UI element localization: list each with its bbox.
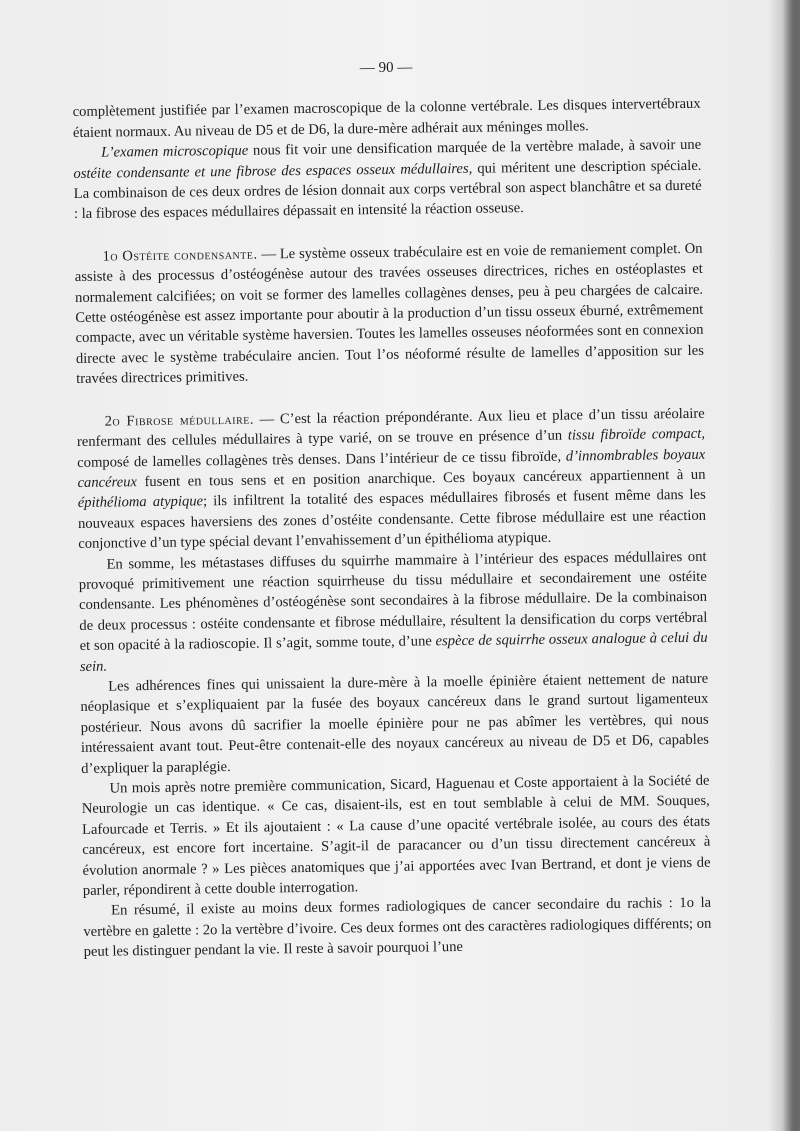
italic-phrase: L’examen microscopique — [101, 142, 249, 161]
page-edge-shadow — [782, 0, 800, 1131]
italic-phrase: épithélioma atypique — [77, 493, 204, 512]
text-run: , qui méritent une description spéciale. La combinaison de ces deux ordres de lésion donnait aux corps vertébral son aspect blanchâtre et sa dureté : la fibrose des espaces médullaires dépassait en intensité la réaction osseuse. — [73, 157, 702, 223]
page-content — [72, 54, 712, 963]
paragraph-summary — [78, 546, 708, 677]
section-heading-osteite: 1o Ostéite condensante. — [102, 246, 258, 265]
text-run: En somme, les métastases diffuses du squirrhe mammaire à l’intérieur des espaces médullaires ont provoqué primitivement une réaction squirrheuse du tissu médullaire et secondairement une ostéite condensante. Les phénomènes d’ostéogénèse sont secondaires à la fibrose médullaire. De la combinaison de deux processus : ostéite condensante et fibrose médullaire, résultent la densification du corps vertébral et son opacité à la radioscopie. Il s’agit, somme toute, d’une — [78, 548, 708, 655]
paragraph-resume: En résumé, il existe au moins deux formes radiologiques de cancer secondaire du rachis : 1o la vertèbre en galette : 2o la vertèbre d’ivoire. Ces deux formes ont des caractères radiologiques différents; on peut les distinguer pendant la vie. Il reste à savoir pourquoi l’une — [83, 895, 712, 961]
section-heading-fibrose: 2o Fibrose médullaire. — [104, 411, 255, 430]
italic-phrase: espèce de squirrhe osseux analogue à celui du sein. — [79, 629, 708, 675]
paragraph-fibrose — [77, 403, 707, 554]
italic-phrase: tissu fibroïde compact — [567, 425, 702, 444]
text-run: ; ils infiltrent la totalité des espaces médullaires fibrosés et fusent même dans les nouveaux espaces haversiens des zones d’ostéite condensante. Cette fibrose médullaire est une réaction conjonctive d’un type spécial devant l’envahissement d’un épithélioma atypique. — [77, 487, 707, 553]
paragraph-1: complètement justifiée par l’examen macroscopique de la colonne vertébrale. Les disques intervertébraux étaient normaux. Au niveau de D5 et de D6, la dure-mère adhérait aux méninges molles. — [72, 96, 701, 141]
paragraph-communication: Un mois après notre première communication, Sicard, Haguenau et Coste apportaient à la Société de Neurologie un cas identique. « Ce cas, disaient-ils, est en tout semblable à celui de MM. Souques, Lafourcade et Terris. » Et ils ajoutaient : « La cause d’une opacité vertébrale isolée, au cours des états cancéreux, est encore fort incertaine. S’agit-il de paracancer ou d’un tissu directement cancéreux à évolution anormale ? » Les pièces anatomiques que j’ai apportées avec Ivan Bertrand, et dont je viens de parler, répondirent à cette double interrogation. — [81, 772, 711, 899]
text-run: nous fit voir une densification marquée de la vertèbre malade, à savoir une — [248, 136, 702, 159]
text-run: , composé de lamelles collagènes très denses. Dans l’intérieur de ce tissu fibroïde, — [77, 425, 706, 471]
paragraph-2 — [73, 135, 702, 225]
text-run: — C’est la réaction prépondérante. Aux lieu et place d’un tissu aréolaire renfermant des cellules médullaires à type varié, on se trouve en présence d’un — [76, 405, 705, 451]
text-run: fusent en tous sens et en position anarchique. Ces boyaux cancéreux appartiennent à un — [136, 466, 706, 491]
italic-phrase: d’innombrables boyaux cancéreux — [77, 446, 706, 491]
paragraph-adherences: Les adhérences fines qui unissaient la dure-mère à la moelle épinière étaient nettement de nature néoplasique et s’expliquaient par la fusée des boyaux cancéreux dans le grand surtout ligamenteux postérieur. Nous avons dû sacrifier la moelle épinière pour ne pas abîmer les vertèbres, qui nous intéressaient avant tout. Peut-être contenait-elle des noyaux cancéreux au niveau de D5 et D6, capables d’expliquer la paraplégie. — [80, 670, 710, 777]
italic-phrase: ostéite condensante et une fibrose des espaces osseux médullaires — [73, 160, 469, 182]
text-run: — Le système osseux trabéculaire est en voie de remaniement complet. On assiste à des processus d’ostéogénèse autour des travées osseuses directrices, riches en ostéoplastes et normalement calcifiées; on voit se former des lamelles collagènes denses, peu à peu chargées de calcaire. Cette ostéogénèse est assez importante pour aboutir à la production d’un tissu osseux éburné, extrêmement compacte, avec un véritable système haversien. Toutes les lamelles osseuses néoformées sont en connexion directe avec le système trabéculaire ancien. Tout l’os néoformé résulte de lamelles d’apposition sur les travées directrices primitives. — [74, 240, 704, 388]
page-number: — 90 — — [359, 59, 413, 77]
paragraph-osteite — [74, 239, 704, 390]
